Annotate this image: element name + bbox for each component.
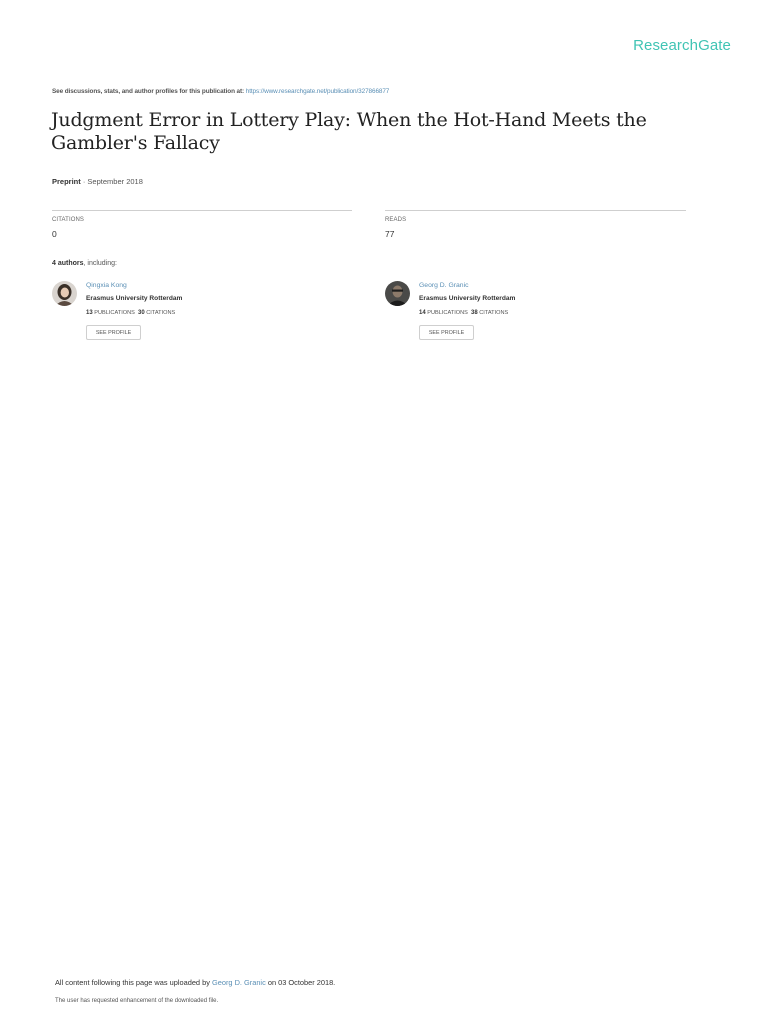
avatar[interactable] [52,281,77,306]
citations-count-label: CITATIONS [146,310,176,316]
uploader-link[interactable]: Georg D. Granic [211,978,266,987]
researchgate-logo[interactable]: ResearchGate [633,37,731,54]
author-photo-icon [52,281,77,306]
publication-url-link[interactable]: https://www.researchgate.net/publication/327866877 [245,88,390,95]
see-profile-button[interactable]: SEE PROFILE [419,325,474,340]
citations-value: 0 [52,229,57,239]
author-counts [419,310,508,316]
divider-citations [52,210,352,211]
enhancement-note: The user has requested enhancement of the downloaded file. [55,998,219,1004]
page-title: Judgment Error in Lottery Play: When the Hot-Hand Meets the Gambler's Fallacy [51,109,647,154]
publications-label: PUBLICATIONS [94,310,135,316]
divider-reads [385,210,686,211]
reads-value: 77 [385,229,395,239]
citations-count-label: CITATIONS [479,310,509,316]
avatar[interactable] [385,281,410,306]
authors-suffix: , including: [83,260,117,267]
see-profile-button[interactable]: SEE PROFILE [86,325,141,340]
publications-label: PUBLICATIONS [427,310,468,316]
discussions-line [52,88,389,95]
author-affiliation: Erasmus University Rotterdam [86,295,183,302]
author-name-link[interactable]: Georg D. Granic [419,282,469,289]
citations-label: CITATIONS [52,217,85,223]
upload-suffix: on 03 October 2018. [267,978,336,987]
authors-heading [52,260,117,267]
author-name-link[interactable]: Qingxia Kong [86,282,127,289]
authors-count: 4 authors [52,260,84,267]
publications-count: 13 [86,310,93,316]
publication-date: · September 2018 [80,177,143,186]
author-counts [86,310,175,316]
citations-count: 30 [137,310,145,316]
publication-meta [52,177,143,186]
upload-prefix: All content following this page was uploaded by [55,978,210,987]
discussions-text: See discussions, stats, and author profiles for this publication at: [52,88,245,95]
author-affiliation: Erasmus University Rotterdam [419,295,516,302]
upload-notice [55,978,335,987]
publication-type: Preprint [52,177,81,186]
reads-label: READS [385,217,407,223]
citations-count: 38 [470,310,478,316]
author-photo-icon [385,281,410,306]
publications-count: 14 [419,310,426,316]
